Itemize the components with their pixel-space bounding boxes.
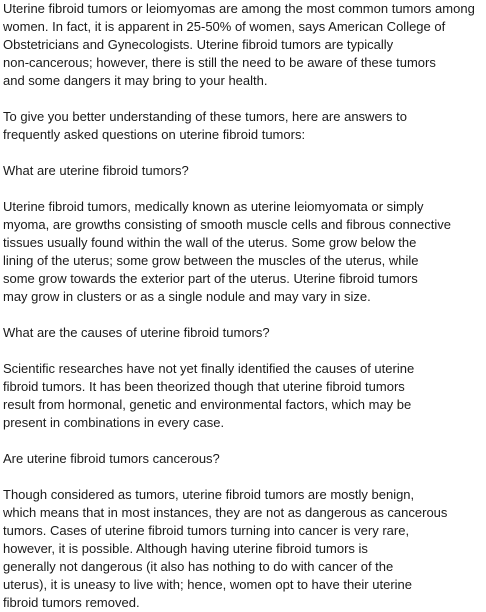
text-line: What are the causes of uterine fibroid tumors? <box>3 325 270 340</box>
text-line: Uterine fibroid tumors, medically known as uterine leiomyomata or simply <box>3 199 424 214</box>
answer-causes <box>3 360 486 432</box>
text-line: Though considered as tumors, uterine fibroid tumors are mostly benign, <box>3 487 415 502</box>
text-line: tissues usually found within the wall of the uterus. Some grow below the <box>3 235 417 250</box>
text-line: Scientific researches have not yet finally identified the causes of uterine <box>3 361 415 376</box>
text-line: To give you better understanding of these tumors, here are answers to <box>3 109 407 124</box>
text-line: some grow towards the exterior part of the uterus. Uterine fibroid tumors <box>3 271 418 286</box>
text-line: and some dangers it may bring to your health. <box>3 73 268 88</box>
text-line: may grow in clusters or as a single nodule and may vary in size. <box>3 289 371 304</box>
text-line: however, it is possible. Although having uterine fibroid tumors is <box>3 541 368 556</box>
text-line: fibroid tumors. It has been theorized though that uterine fibroid tumors <box>3 379 405 394</box>
text-line: myoma, are growths consisting of smooth muscle cells and fibrous connective <box>3 217 451 232</box>
text-line: result from hormonal, genetic and environmental factors, which may be <box>3 397 412 412</box>
lead-in-paragraph <box>3 108 486 144</box>
text-line: What are uterine fibroid tumors? <box>3 163 189 178</box>
question-what-are-fibroids <box>3 162 486 180</box>
text-line: generally not dangerous (it also has nothing to do with cancer of the <box>3 559 394 574</box>
answer-cancerous <box>3 486 486 612</box>
question-causes <box>3 324 486 342</box>
intro-paragraph <box>3 0 486 90</box>
text-line: women. In fact, it is apparent in 25-50% of women, says American College of <box>3 19 446 34</box>
text-line: uterus), it is uneasy to live with; hence, women opt to have their uterine <box>3 577 412 592</box>
text-line: lining of the uterus; some grow between the muscles of the uterus, while <box>3 253 419 268</box>
text-line: tumors. Cases of uterine fibroid tumors turning into cancer is very rare, <box>3 523 410 538</box>
answer-what-are-fibroids <box>3 198 486 306</box>
text-line: frequently asked questions on uterine fibroid tumors: <box>3 127 306 142</box>
text-line: Uterine fibroid tumors or leiomyomas are among the most common tumors among <box>3 1 475 16</box>
text-line: Obstetricians and Gynecologists. Uterine fibroid tumors are typically <box>3 37 394 52</box>
text-line: which means that in most instances, they are not as dangerous as cancerous <box>3 505 448 520</box>
text-line: Are uterine fibroid tumors cancerous? <box>3 451 220 466</box>
text-line: fibroid tumors removed. <box>3 595 140 610</box>
text-line: present in combinations in every case. <box>3 415 225 430</box>
article-body <box>3 0 486 612</box>
question-cancerous <box>3 450 486 468</box>
text-line: non-cancerous; however, there is still the need to be aware of these tumors <box>3 55 436 70</box>
